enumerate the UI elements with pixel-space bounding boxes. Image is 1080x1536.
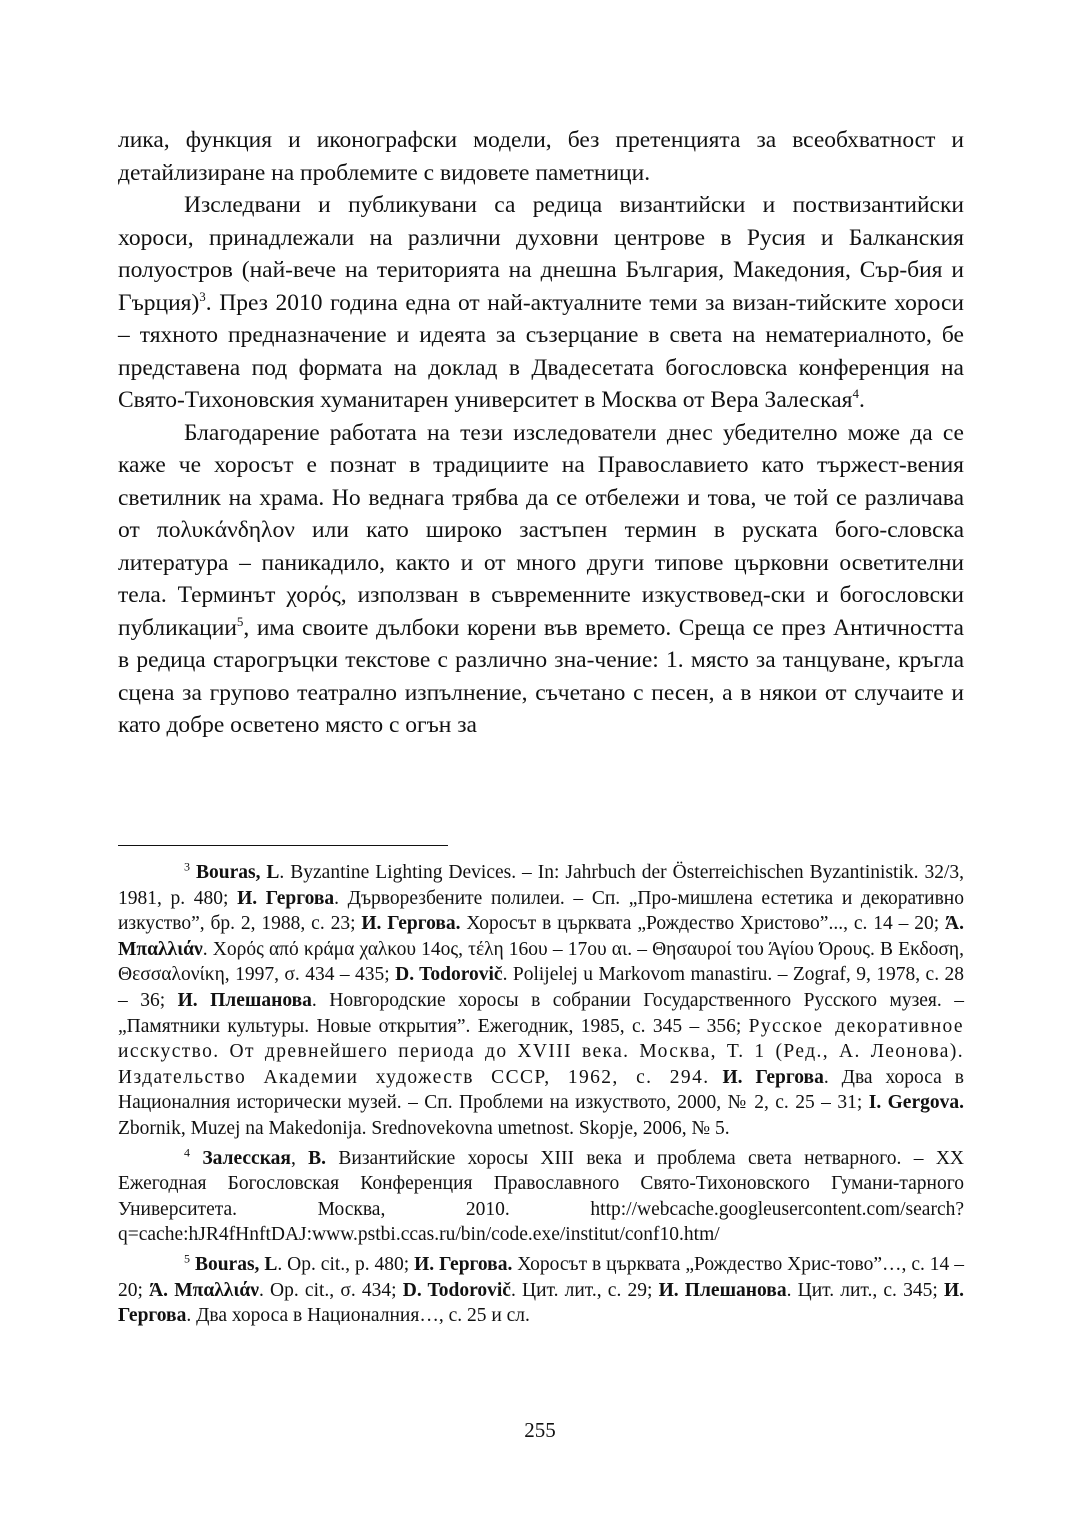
- footnote: [118, 1146, 964, 1248]
- bold-citation-text: И. Гергова.: [414, 1253, 513, 1275]
- bold-citation-text: И. Плешанова: [658, 1279, 787, 1301]
- text-run: . Цит. лит., с. 29;: [510, 1279, 659, 1301]
- text-run: Благодарение работата на тези изследователи днес убедително може да се каже че хоросът е познат в традициите на Православието като тържест-вения светилник на храма. Но веднага трябва да се отбележи и това, че той се различава от πολυκάνδηλον или като широко застъпен термин в руската бого-словска литература – паникадило, както и от много други типове църковни осветителни тела. Терминът χορός, използван в съвременните изкуствовед-ски и богословски публикации: [118, 419, 964, 641]
- bold-citation-text: Ά. Μπαλλιάν: [118, 913, 964, 960]
- text-run: , има своите дълбоки корени във времето. Среща се през Античността в редица старогръцки текстове с различно зна-чение: 1. място за танцуване, кръгла сцена за групово театрално изпълнение, съчетано с песен, а в някои от случаите и като добре осветено място с огън за: [118, 614, 964, 738]
- footnote-separator: [118, 845, 448, 846]
- footnote-reference: 4: [852, 386, 859, 402]
- text-run: . През 2010 година една от най-актуалните теми за визан-тийските хороси – тяхното предназначение и идеята за съзерцание в света на нематериалното, бе представена под формата на доклад в Двадесетата богословска конференция на Свято-Тихоновския хуманитарен университет в Москва от Вера Залеская: [118, 289, 964, 413]
- text-run: . Op. cit., σ. 434;: [259, 1279, 403, 1301]
- body-text-block: [118, 124, 964, 742]
- text-run: Византийские хоросы XIII века и проблема света нетварного. – XX Ежегодная Богословская Конференция Православного Свято-Тихоновского Гумани-тарного Университета. Москва, 2010. http://webcache.googleusercontent.com/search?q=cache:hJR4fHnftDAJ:www.pstbi.ccas.ru/bin/code.exe/institut/conf10.htm/: [118, 1147, 965, 1246]
- text-run: Хоросът в църквата „Рождество Хрис-тово”…, с. 14 – 20;: [118, 1253, 964, 1301]
- text-run: . Два хороса в Националния…, с. 25 и сл.: [186, 1305, 530, 1327]
- main-text: [118, 124, 964, 742]
- footnote-number: 4: [184, 1145, 190, 1160]
- text-run: . Χορός από κράμα χαλκου 14ος, τέλη 16ου – 17ου αι. – Θησαυροί του Άγίου Όρους. B Eκδοση, Θεσσαλονίκη, 1997, σ. 434 – 435;: [118, 938, 964, 986]
- text-run: Изследвани и публикувани са редица византийски и поствизантийски хороси, принадлежали на различни духовни центрове в Русия и Балканския полуостров (най-вече на територията на днешна България, Македония, Сър-бия и Гърция): [118, 192, 964, 316]
- bold-citation-text: И. Гергова: [118, 1279, 964, 1327]
- page-number: 255: [524, 1418, 556, 1442]
- footnote-number: 5: [184, 1251, 190, 1266]
- bold-citation-text: I. Gergova.: [868, 1092, 964, 1114]
- bold-citation-text: Bouras, L: [195, 862, 280, 883]
- bold-citation-text: И. Гергова: [722, 1066, 824, 1088]
- text-run: . Polijelej u Markovom manastiru. – Zograf, 9, 1978, c. 28 – 36;: [118, 964, 964, 1011]
- bold-citation-text: И. Гергова.: [361, 913, 461, 935]
- bold-citation-text: Bouras, L: [194, 1253, 278, 1275]
- text-run: . Op. cit., p. 480;: [277, 1253, 415, 1275]
- text-run: [710, 1067, 723, 1088]
- bold-citation-text: И. Плешанова: [177, 989, 312, 1011]
- text-run: . Новгородские хоросы в собрании Государственного Русского музея. – „Памятники культуры. Новые открытия”. Ежегодник, 1985, с. 345 – 356;: [118, 989, 964, 1037]
- text-run: Хоросът в църквата „Рождество Христово”..., с. 14 – 20;: [460, 913, 946, 935]
- footnote-number: 3: [184, 859, 190, 874]
- text-run: .: [858, 387, 865, 413]
- footnote-reference: 3: [199, 288, 206, 304]
- bold-citation-text: Залесская: [202, 1147, 291, 1169]
- text-run: Zbornik, Muzej na Makedonija. Srednovekovna umetnost. Skopje, 2006, № 5.: [118, 1117, 730, 1139]
- bold-citation-text: Ά. Μπαλλιάν: [149, 1279, 259, 1301]
- spaced-citation-text: Русское декоративное исскуство. От древнейшего периода до XVIII века. Москва, Т. 1 (Ред., А. Леонова). Издательство Академии художеств СССР, 1962, с. 294.: [118, 1015, 964, 1088]
- paragraph: [118, 417, 964, 742]
- text-run: ,: [290, 1147, 309, 1169]
- paragraph: [118, 124, 964, 189]
- footnote: [118, 860, 964, 1142]
- footnotes-block: [118, 860, 964, 1333]
- text-run: . Дърворезбените полилеи. – Сп. „Про-мишлена естетика и декоративно изкуство”, бр. 2, 1988, с. 23;: [118, 887, 964, 935]
- paragraph: [118, 189, 964, 417]
- text-run: . Byzantine Lighting Devices. – In: Jahrbuch der Österreichischen Byzantinistik. 32/3, 1981, p. 480;: [118, 862, 964, 909]
- text-run: . Цит. лит., с. 345;: [786, 1279, 944, 1301]
- footnote-reference: 5: [236, 613, 244, 629]
- bold-citation-text: D. Todorovič: [395, 964, 503, 986]
- text-run: лика, функция и иконографски модели, без претенцията за всеобхватност и детайлизиране на проблемите с видовете паметници.: [118, 127, 964, 186]
- footnote: [118, 1252, 964, 1329]
- text-run: . Два хороса в Националния исторически музей. – Сп. Проблеми на изкуството, 2000, № 2, с. 25 – 31;: [118, 1066, 965, 1114]
- bold-citation-text: D. Todorovič: [402, 1279, 511, 1301]
- bold-citation-text: В.: [308, 1147, 327, 1169]
- bold-citation-text: И. Гергова: [237, 887, 335, 909]
